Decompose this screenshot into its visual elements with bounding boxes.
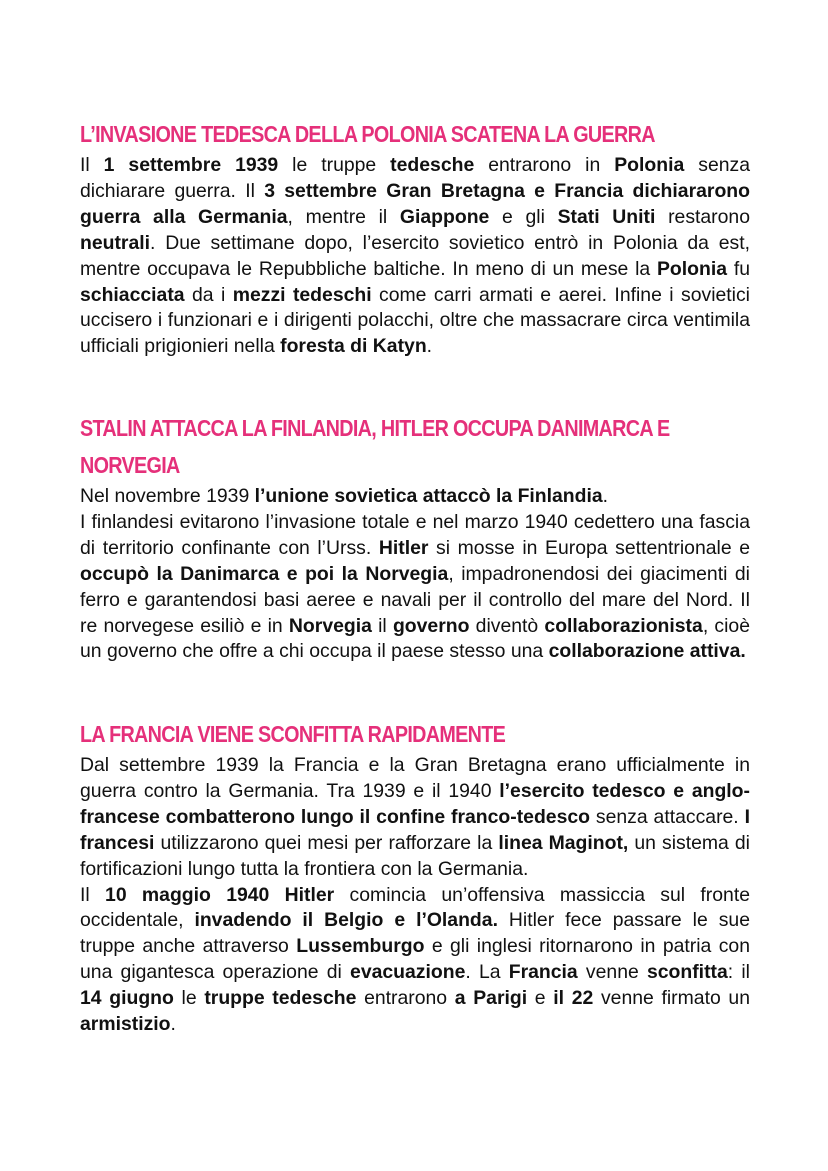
text: fu bbox=[727, 257, 750, 280]
text: un sistema di fortificazioni lungo tutta la frontiera con la Germania. bbox=[80, 831, 750, 880]
text: , cioè un governo che offre a chi occupa il paese stesso una bbox=[80, 614, 750, 663]
bold-text: armistizio bbox=[80, 1013, 171, 1036]
bold-text: a Parigi bbox=[454, 987, 528, 1010]
bold-text: occupò la Danimarca e poi la Norvegia bbox=[80, 562, 449, 585]
text: Il bbox=[80, 154, 104, 176]
section-paragraph bbox=[80, 753, 750, 883]
text: comincia un’offensiva massiccia sul fronte occidentale, bbox=[80, 883, 750, 932]
text: e gli bbox=[489, 205, 558, 228]
text: , impadronendosi dei giacimenti di ferro e garantendosi basi aeree e navali per il controllo del mare del Nord. Il re norvegese esiliò e in bbox=[80, 562, 750, 637]
bold-text: foresta di Katyn bbox=[280, 335, 427, 358]
bold-text: tedesche bbox=[390, 154, 475, 176]
text: Nel novembre 1939 bbox=[80, 485, 255, 507]
bold-text: I francesi bbox=[80, 805, 750, 854]
text: le bbox=[173, 987, 205, 1010]
bold-text: truppe tedesche bbox=[204, 987, 357, 1010]
text: . bbox=[602, 485, 609, 507]
text: . Due settimane dopo, l’esercito sovietico entrò in Polonia da est, mentre occupava le Repubbliche baltiche. In meno di un mese la bbox=[80, 231, 750, 280]
section-heading: STALIN ATTACCA LA FINLANDIA, HITLER OCCUPA DANIMARCA E NORVEGIA bbox=[80, 415, 670, 478]
text: le truppe bbox=[278, 154, 391, 176]
bold-text: mezzi tedeschi bbox=[232, 283, 372, 306]
section-heading: LA FRANCIA VIENE SCONFITTA RAPIDAMENTE bbox=[80, 721, 506, 747]
text: Hitler fece passare le sue truppe anche attraverso bbox=[80, 909, 750, 958]
text: da i bbox=[184, 283, 233, 306]
bold-text: invadendo il Belgio e l’Olanda. bbox=[194, 909, 498, 932]
bold-text: 1 settembre 1939 bbox=[103, 154, 279, 176]
bold-text: governo bbox=[392, 614, 470, 637]
section-paragraph bbox=[80, 484, 750, 510]
bold-text: neutrali bbox=[80, 231, 151, 254]
bold-text: sconfitta bbox=[646, 961, 728, 984]
bold-text: evacuazione bbox=[350, 961, 466, 984]
section-finlandia bbox=[80, 410, 750, 665]
bold-text: schiacciata bbox=[80, 283, 185, 306]
bold-text: collaborazionista bbox=[544, 614, 703, 637]
text: . bbox=[426, 335, 433, 358]
text: Dal settembre 1939 la Francia e la Gran Bretagna erano ufficialmente in guerra contro la Germania. Tra 1939 e il 1940 bbox=[80, 754, 750, 802]
section-polonia bbox=[80, 116, 750, 360]
section-paragraph bbox=[80, 510, 750, 665]
bold-text: l’unione sovietica attaccò la Finlandia bbox=[254, 485, 603, 507]
text: e gli inglesi ritornarono in patria con una gigantesca operazione di bbox=[80, 935, 750, 984]
bold-text: collaborazione attiva. bbox=[548, 640, 746, 663]
text: . La bbox=[465, 961, 509, 984]
section-francia bbox=[80, 716, 750, 1038]
bold-text: Hitler bbox=[378, 536, 429, 559]
section-heading: L’INVASIONE TEDESCA DELLA POLONIA SCATENA LA GUERRA bbox=[80, 121, 655, 147]
bold-text: Polonia bbox=[614, 154, 685, 176]
text: restarono bbox=[655, 205, 750, 228]
bold-text: Stati Uniti bbox=[557, 205, 656, 228]
bold-text: 3 settembre Gran Bretagna e Francia dichiararono guerra alla Germania bbox=[80, 179, 750, 228]
section-paragraph bbox=[80, 883, 750, 1038]
text: entrarono in bbox=[474, 154, 615, 176]
bold-text: Francia bbox=[508, 961, 578, 984]
text: I finlandesi evitarono l’invasione totale e nel marzo 1940 cedettero una fascia di territorio confinante con l’Urss. bbox=[80, 510, 750, 559]
section-paragraph bbox=[80, 153, 750, 360]
bold-text: 14 giugno bbox=[80, 987, 174, 1010]
text: venne firmato un bbox=[593, 987, 750, 1010]
bold-text: linea Maginot, bbox=[498, 831, 629, 854]
bold-text: Giappone bbox=[399, 205, 490, 228]
bold-text: Norvegia bbox=[288, 614, 372, 637]
text: come carri armati e aerei. Infine i sovietici uccisero i funzionari e i dirigenti polacchi, oltre che massacrare circa ventimila ufficiali prigionieri nella bbox=[80, 283, 750, 358]
text: si mosse in Europa settentrionale e bbox=[428, 536, 750, 559]
text: , mentre il bbox=[287, 205, 400, 228]
text: . bbox=[170, 1013, 176, 1036]
text: e bbox=[527, 987, 554, 1010]
text: utilizzarono quei mesi per rafforzare la bbox=[154, 831, 499, 854]
bold-text: Lussemburgo bbox=[296, 935, 425, 958]
text: diventò bbox=[469, 614, 545, 637]
text: : il bbox=[727, 961, 750, 984]
bold-text: l’esercito tedesco e anglo-francese combatterono lungo il confine franco-tedesco bbox=[80, 779, 750, 828]
text: entrarono bbox=[356, 987, 455, 1010]
bold-text: 10 maggio 1940 Hitler bbox=[105, 883, 335, 906]
text: senza dichiarare guerra. Il bbox=[80, 154, 750, 202]
text: senza attaccare. bbox=[590, 805, 745, 828]
text: il bbox=[371, 614, 393, 637]
text: venne bbox=[577, 961, 647, 984]
bold-text: Polonia bbox=[657, 257, 728, 280]
bold-text: il 22 bbox=[553, 987, 594, 1010]
text: Il bbox=[80, 883, 106, 906]
